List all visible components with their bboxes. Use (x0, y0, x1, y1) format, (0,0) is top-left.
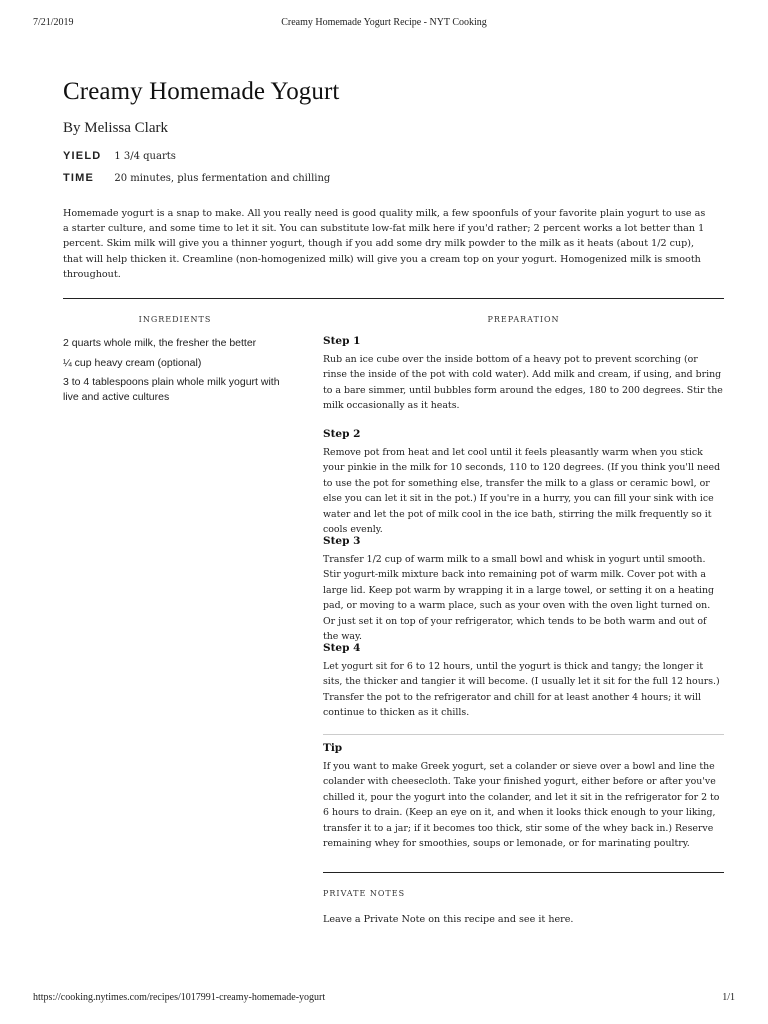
print-date: 7/21/2019 (33, 17, 74, 28)
ingredients-heading: INGREDIENTS (138, 315, 212, 324)
print-footer (33, 992, 735, 1006)
step-1 (323, 335, 724, 414)
time-label: TIME (63, 172, 95, 184)
recipe-byline[interactable]: By Melissa Clark (63, 120, 168, 136)
private-notes-text[interactable]: Leave a Private Note on this recipe and see it here. (323, 914, 574, 925)
step-2 (323, 428, 724, 537)
page-url: https://cooking.nytimes.com/recipes/1017991-creamy-homemade-yogurt (33, 992, 326, 1003)
step-text: Rub an ice cube over the inside bottom of a heavy pot to prevent scorching (or rinse the inside of the pot with cold water). Add milk and cream, if using, and bring to a bare simmer, until bubbles form around the edges, 180 to 200 degrees. Stir the milk occasionally as it heats. (323, 354, 723, 412)
time-value: 20 minutes, plus fermentation and chilling (114, 173, 331, 184)
notes-divider (323, 872, 724, 873)
step-heading: Step 3 (323, 535, 361, 547)
private-notes-heading: PRIVATE NOTES (323, 889, 406, 898)
yield-row (63, 150, 176, 162)
section-divider (63, 298, 724, 299)
time-row (63, 172, 330, 184)
tip-divider (323, 734, 724, 735)
step-4 (323, 642, 724, 721)
print-header (33, 17, 735, 31)
step-heading: Step 2 (323, 428, 361, 440)
recipe-title: Creamy Homemade Yogurt (63, 78, 340, 105)
yield-label: YIELD (63, 150, 102, 162)
preparation-heading: PREPARATION (487, 315, 560, 324)
ingredient-item: 2 quarts whole milk, the fresher the better (63, 337, 257, 349)
ingredients-list (63, 336, 287, 409)
ingredient-item: ¼ cup heavy cream (optional) (63, 356, 202, 369)
step-heading: Step 1 (323, 335, 361, 347)
step-3 (323, 535, 724, 644)
step-text: Let yogurt sit for 6 to 12 hours, until the yogurt is thick and tangy; the longer it sits, the thicker and tangier it will become. (I usually let it sit for the full 12 hours.) Transfer the pot to the refrigerator and chill for at least another 4 hours; it will continue to thicken as it chills. (323, 661, 720, 719)
recipe-intro: Homemade yogurt is a snap to make. All you really need is good quality milk, a few spoonfuls of your favorite plain yogurt to use as a starter culture, and some time to let it sit. You can substitute low-fat milk here if you'd rather; 2 percent works a lot better than 1 percent. Skim milk will give you a thinner yogurt, though if you add some dry milk powder to the milk as it heats (about 1/2 cup), that will help thicken it. Creamline (non-homogenized milk) will give you a cream top on your yogurt. Homogenized milk is smooth throughout. (63, 208, 706, 280)
print-page-title: Creamy Homemade Yogurt Recipe - NYT Cooking (281, 17, 487, 28)
ingredient-item: 3 to 4 tablespoons plain whole milk yogurt with live and active cultures (63, 376, 280, 403)
tip-heading: Tip (323, 742, 343, 754)
step-text: Transfer 1/2 cup of warm milk to a small bowl and whisk in yogurt until smooth. Stir yogurt-milk mixture back into remaining pot of warm milk. Cover pot with a large lid. Keep pot warm by wrapping it in a large towel, or setting it on a heating pad, or moving to a warm place, such as your oven with the oven light turned on. Or just set it on top of your refrigerator, which tends to be both warm and out of the way. (323, 554, 714, 643)
tip-text: If you want to make Greek yogurt, set a colander or sieve over a bowl and line the colander with cheesecloth. Take your finished yogurt, either before or after you've chilled it, pour the yogurt into the colander, and let it sit in the refrigerator for 2 to 6 hours to drain. (Keep an eye on it, and when it looks thick enough to your liking, transfer it to a jar; if it becomes too thick, stir some of the whey back in.) Reserve remaining whey for smoothies, soups or lemonade, or for marinating poultry. (323, 761, 720, 850)
page-number: 1/1 (722, 992, 735, 1003)
step-text: Remove pot from heat and let cool until it feels pleasantly warm when you stick your pinkie in the milk for 10 seconds, 110 to 120 degrees. (If you think you'll need to use the pot for something else, transfer the milk to a glass or ceramic bowl, or else you can let it sit in the pot.) If you're in a hurry, you can fill your sink with ice water and let the pot of milk cool in the ice bath, stirring the milk frequently so it cools evenly. (323, 447, 721, 536)
tip (323, 742, 724, 851)
step-heading: Step 4 (323, 642, 361, 654)
yield-value: 1 3/4 quarts (114, 151, 176, 162)
